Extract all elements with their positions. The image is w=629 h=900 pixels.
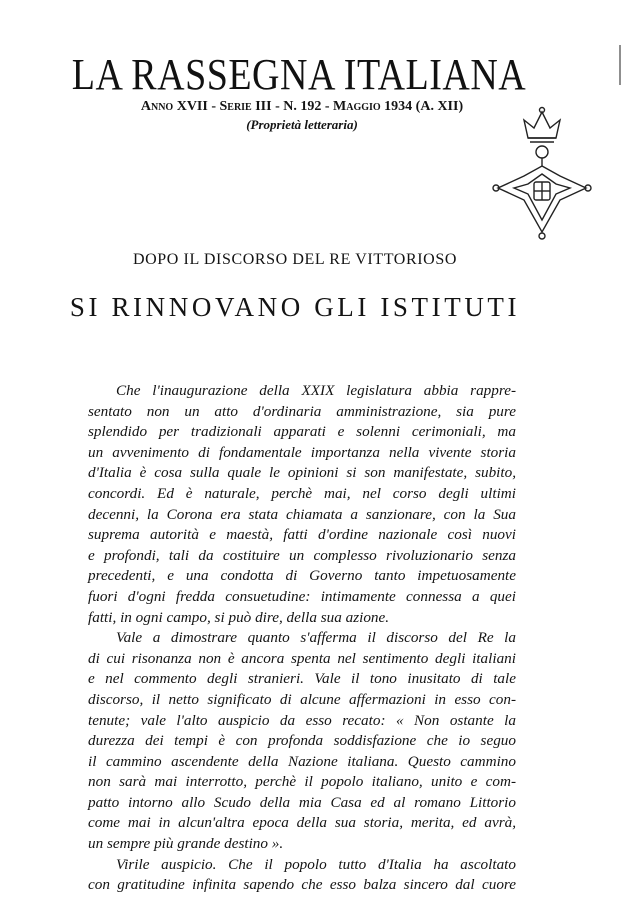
body-line: di cui risonanza non è ancora spenta nel sentimento degli italiani: [88, 649, 516, 667]
body-line: tenute; vale l'alto auspicio da esso recato: « Non ostante la: [88, 711, 516, 729]
body-line: sentato non un atto d'ordinaria amministrazione, sia pure: [88, 402, 516, 420]
body-line: d'Italia è cosa sulla quale le opinioni si son manifestate, subito,: [88, 464, 516, 482]
body-line: Che l'inaugurazione della XXIX legislatura abbia rappre-: [116, 382, 516, 399]
issue-line: Anno XVII - Serie III - N. 192 - Maggio 1934 (A. XII): [140, 99, 464, 114]
article-kicker: DOPO IL DISCORSO DEL RE VITTORIOSO: [133, 251, 457, 268]
body-line: non sarà mai interrotto, perchè il popolo italiano, unito e com-: [88, 773, 516, 791]
article-body: [88, 381, 516, 896]
body-line: decenni, la Corona era stata chiamata a sanzionare, con la Sua: [88, 505, 516, 523]
body-line: patto intorno allo Scudo della mia Casa ed al romano Littorio: [88, 793, 516, 811]
body-line: fuori d'ogni fredda consuetudine: intimamente connessa a quei: [88, 587, 516, 605]
body-line: Vale a dimostrare quanto s'afferma il discorso del Re la: [116, 629, 516, 647]
body-line: un avvenimento di fondamentale importanza nella vivente storia: [88, 443, 516, 461]
body-line: un sempre più grande destino ».: [88, 835, 284, 853]
body-line: e nel commento degli stranieri. Vale il tono inusitato di tale: [88, 670, 516, 688]
body-line: e profondi, tali da costituire un complesso rivoluzionario senza: [88, 546, 516, 564]
masthead-title: LA RASSEGNA ITALIANA: [71, 50, 527, 100]
body-line: con gratitudine infinita sapendo che esso balza sincero dal cuore: [88, 876, 516, 894]
body-line: splendido per tradizionali apparati e solenni cerimoniali, ma: [88, 423, 516, 441]
body-line: discorso, il netto significato di alcune affermazioni in esso con-: [88, 690, 516, 708]
property-note: (Proprietà letteraria): [246, 117, 358, 132]
body-line: suprema autorità e maestà, fatti d'ordine nazionale così nuovi: [88, 526, 516, 544]
royal-crown-emblem-icon: [484, 104, 600, 248]
body-line: precedenti, e una condotta di Governo tanto impetuosamente: [88, 567, 516, 585]
body-line: il cammino ascendente della Nazione italiana. Questo cammino: [88, 752, 516, 770]
page-edge-mark: [617, 45, 625, 85]
body-line: durezza dei tempi è con profonda soddisfazione che io seguo: [88, 732, 516, 750]
body-line: come mai in alcun'altra epoca della sua storia, merita, ed avrà,: [88, 814, 516, 832]
body-line: Virile auspicio. Che il popolo tutto d'Italia ha ascoltato: [116, 855, 516, 873]
body-line: concordi. Ed è naturale, perchè mai, nel corso degli ultimi: [88, 484, 516, 502]
body-line: fatti, in ogni campo, si può dire, della sua azione.: [88, 608, 390, 626]
article-headline: SI RINNOVANO GLI ISTITUTI: [69, 292, 521, 322]
